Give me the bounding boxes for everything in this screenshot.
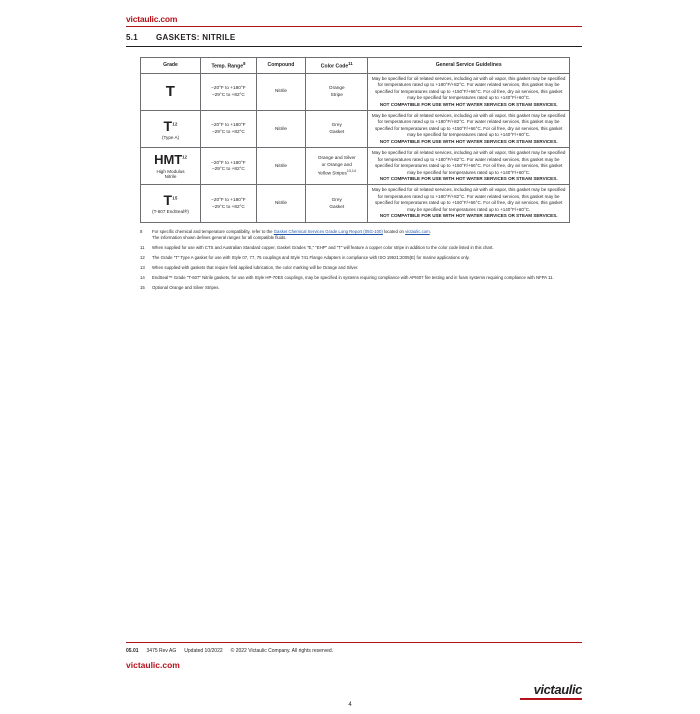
cell-grade	[141, 185, 201, 222]
grade-label: $T^{15}$	[163, 192, 178, 209]
footnote-marker: 15	[140, 284, 145, 290]
footnotes-list	[140, 229, 582, 292]
gasket-table	[140, 57, 570, 223]
guideline-warning: NOT COMPATIBLE FOR USE WITH HOT WATER SERVICES OR STEAM SERVICES.	[379, 101, 558, 107]
guideline-text: May be specified for oil related services, including air with oil vapor, this gasket may be specified for temperatures rated up to +180°F/+82°C. For water related services, this gasket may be specified for temperatures rated up to +150°F/+66°C. For oil free, dry air services, this gasket may be specified for temperatures rated up to +140°F/+60°C.	[371, 75, 566, 101]
temp-value: –20°F to +180°F –29°C to +82°C	[211, 159, 246, 172]
table-row	[141, 73, 570, 110]
page-footer	[0, 642, 700, 714]
header-red-rule	[126, 26, 582, 27]
footnote-text: When supplied for use with CTS and Australian Standard copper, Gasket Grades "E," "EHP" and "T" will feature a copper color stripe in addition to the color code listed in this chart.	[152, 245, 494, 251]
table-row	[141, 110, 570, 147]
footnote-ref: 8	[243, 61, 246, 66]
doc-revision: 3475 Rev AG	[146, 648, 177, 654]
gasket-report-link[interactable]: Gasket Chemical Services Grade Long Report (05G-100)	[273, 228, 383, 234]
footnote-ref: 15	[172, 195, 178, 201]
footnote-marker: 13	[140, 265, 145, 270]
footnote-text	[152, 229, 582, 242]
footnote-part: For specific chemical and temperature compatibility, refer to the	[152, 228, 274, 234]
grade-label: T	[165, 83, 176, 101]
footnote-marker: 12	[140, 255, 145, 261]
footnote-ref: 13,14	[346, 168, 356, 173]
cell-temp	[201, 110, 257, 147]
section-title: GASKETS: NITRILE	[156, 33, 236, 42]
cell-grade	[141, 148, 201, 185]
column-header-compound: Compound	[256, 58, 305, 74]
footnote-marker: 8	[140, 228, 143, 234]
footnote-part: located on	[382, 228, 406, 234]
color-value: Grey Gasket	[329, 122, 345, 135]
footnote-ref: 12	[172, 121, 178, 127]
cell-grade	[141, 110, 201, 147]
cell-compound: Nitrile	[256, 110, 305, 147]
footnote-item	[140, 285, 582, 291]
grade-sublabel: (T-607 EndSeal®)	[152, 209, 189, 215]
footnote-ref: 12	[182, 154, 187, 160]
cell-color	[306, 185, 368, 222]
doc-updated: Updated 10/2022	[184, 648, 223, 654]
header-brand[interactable]: victaulic.com	[126, 14, 178, 24]
footnote-part: The information shown defines general ranges for all compatible fluids.	[152, 235, 287, 241]
color-value: Grey Gasket	[329, 196, 345, 209]
guideline-text: May be specified for oil related services, including air with oil vapor, this gasket may be specified for temperatures rated up to +180°F/+82°C. For water related services, this gasket may be specified for temperatures rated up to +150°F/+66°C. For oil free, dry air services, this gasket may be specified for temperatures rated up to +140°F/+60°C.	[371, 112, 566, 138]
footnote-text: Optional Orange and Silver Stripes.	[152, 284, 220, 290]
section-rule	[126, 46, 582, 47]
footnote-ref: 11	[348, 61, 353, 66]
footer-brand[interactable]: victaulic.com	[126, 660, 180, 670]
doc-copyright: © 2022 Victaulic Company. All rights reserved.	[230, 648, 334, 654]
guideline-warning: NOT COMPATIBLE FOR USE WITH HOT WATER SERVICES OR STEAM SERVICES.	[379, 176, 558, 182]
cell-color	[306, 73, 368, 110]
footnote-marker: 14	[140, 274, 145, 280]
cell-guidelines	[368, 110, 570, 147]
cell-compound: Nitrile	[256, 148, 305, 185]
grade-sublabel: High Modulus Nitrile	[156, 168, 185, 180]
table-header-row	[141, 58, 570, 74]
table-row	[141, 148, 570, 185]
column-header-temp: Temp. Range$^8$	[201, 58, 257, 74]
cell-temp	[201, 148, 257, 185]
victaulic-link[interactable]: victaulic.com	[405, 228, 430, 234]
doc-number: 05.01	[126, 648, 139, 654]
gasket-table-container	[140, 57, 570, 223]
temp-value: –20°F to +180°F –29°C to +82°C	[211, 122, 246, 135]
temp-value: –20°F to +180°F –29°C to +82°C	[211, 85, 246, 97]
footnote-text: When supplied with gaskets that require field applied lubrication, the color marking will be Orange and Silver.	[152, 265, 359, 270]
cell-guidelines	[368, 185, 570, 222]
cell-guidelines	[368, 148, 570, 185]
color-value: Orange Stripe	[328, 85, 345, 97]
cell-compound: Nitrile	[256, 185, 305, 222]
cell-temp	[201, 73, 257, 110]
guideline-text: May be specified for oil related services, including air with oil vapor, this gasket may be specified for temperatures rated up to +180°F/+82°C. For water related services, this gasket may be specified for temperatures rated up to +150°F/+66°C. For oil free, dry air services, this gasket may be specified for temperatures rated up to +140°F/+60°C.	[371, 150, 566, 175]
column-header-color: Color Code$^{11}$	[306, 58, 368, 74]
cell-color	[306, 148, 368, 185]
grade-label: $T^{12}$	[163, 117, 178, 134]
cell-grade	[141, 73, 201, 110]
section-number: 5.1	[126, 33, 139, 42]
cell-compound: Nitrile	[256, 73, 305, 110]
footnote-text: The Grade "T" Type A gasket for use with Style 07, 77, 75 couplings and Style 741 Flange Adapters in compliance with ISO 19921:2005(E) for marine applications only.	[152, 255, 470, 261]
temp-value: –20°F to +180°F –29°C to +82°C	[211, 196, 246, 209]
victaulic-logo	[520, 682, 582, 700]
footnote-item	[140, 265, 582, 271]
table-row	[141, 185, 570, 222]
cell-color	[306, 110, 368, 147]
footnote-marker: 11	[140, 245, 145, 251]
footnote-text: EndSeal™ Grade "T-607" Nitrile gaskets, for use with Style HP-70ES couplings, may be specified in systems requiring compliance with API607 fire testing and in foam systems requiring compliance with NFPA 11.	[152, 274, 554, 280]
cell-guidelines	[368, 73, 570, 110]
column-header-guidelines: General Service Guidelines	[368, 58, 570, 74]
page-header	[126, 14, 582, 27]
color-value: Orange and Silver or Orange and Yellow Stripes	[317, 155, 356, 176]
column-header-grade: Grade	[141, 58, 201, 74]
footer-meta	[126, 648, 582, 654]
guideline-warning: NOT COMPATIBLE FOR USE WITH HOT WATER SERVICES OR STEAM SERVICES.	[379, 213, 558, 219]
footnote-item	[140, 245, 582, 251]
footnote-part: .	[429, 228, 431, 234]
footnote-item	[140, 229, 582, 242]
guideline-warning: NOT COMPATIBLE FOR USE WITH HOT WATER SERVICES OR STEAM SERVICES.	[379, 138, 558, 144]
footnote-item	[140, 275, 582, 281]
grade-label: HMT$^{12}$	[154, 151, 187, 167]
grade-sublabel: (Type A)	[161, 134, 180, 140]
document-page	[0, 14, 700, 714]
page-number: 4	[348, 702, 352, 708]
section-heading	[126, 33, 582, 42]
logo-wordmark: victaulic	[533, 682, 582, 697]
footer-red-rule	[126, 642, 582, 643]
guideline-text: May be specified for oil related services, including air with oil vapor, this gasket may be specified for temperatures rated up to +180°F/+82°C. For water related services, this gasket may be specified for temperatures rated up to +150°F/+66°C. For oil free, dry air services, this gasket may be specified for temperatures rated up to +140°F/+60°C.	[371, 187, 566, 212]
cell-temp	[201, 185, 257, 222]
footnote-item	[140, 255, 582, 261]
